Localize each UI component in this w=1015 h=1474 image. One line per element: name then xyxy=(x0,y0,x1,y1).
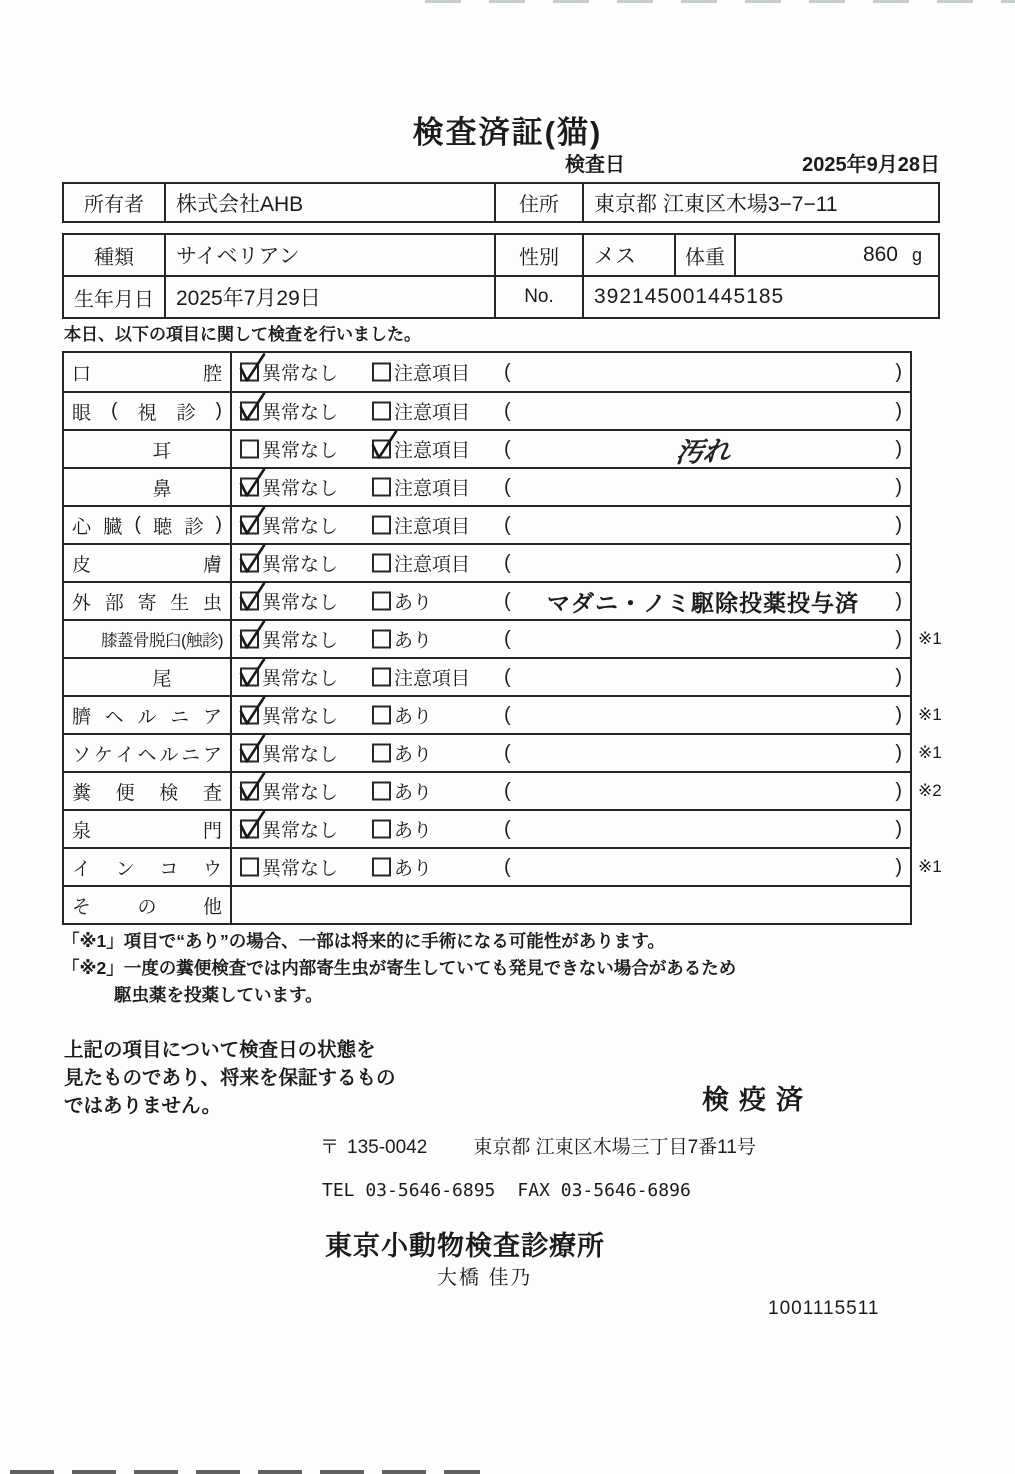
remarks-field xyxy=(504,735,902,771)
exam-item-label: ソ ケ イ ヘ ル ニ ア xyxy=(64,735,232,771)
weight-value: 860 xyxy=(862,243,898,266)
sex-label: 性別 xyxy=(496,235,584,275)
checkbox-box[interactable] xyxy=(372,630,391,649)
checkbox-label: 注意項目 xyxy=(394,554,471,576)
exam-row xyxy=(64,581,910,619)
paren-close: ) xyxy=(895,475,902,498)
exam-item-label: 臍 ヘ ル ニ ア xyxy=(64,697,232,733)
checkbox-box[interactable] xyxy=(372,363,391,382)
remarks-field xyxy=(504,583,902,619)
footnote-ref: ※2 xyxy=(918,781,942,800)
remark-text: マダニ・ノミ駆除投薬投与済 xyxy=(547,589,859,616)
animal-info-table xyxy=(62,233,940,319)
weight-label: 体重 xyxy=(676,235,736,275)
checkbox-no-abnormality[interactable] xyxy=(240,359,338,386)
exam-row-body xyxy=(232,431,910,467)
exam-row-body xyxy=(232,735,910,771)
exam-item-label: 眼 ( 視 診 ) xyxy=(64,393,232,429)
exam-row-body xyxy=(232,393,910,429)
breed-label: 種類 xyxy=(64,235,166,275)
owner-value: 株式会社AHB xyxy=(166,184,496,221)
exam-row-body xyxy=(232,811,910,847)
checkbox-label: 異常なし xyxy=(262,402,339,424)
checkbox-label: あり xyxy=(394,630,433,652)
exam-row-body xyxy=(232,697,910,733)
paren-open: ( xyxy=(504,855,511,878)
checkbox-box[interactable] xyxy=(372,858,391,877)
checkbox-box[interactable] xyxy=(240,744,259,763)
remarks-field xyxy=(504,659,902,695)
remarks-field xyxy=(504,773,902,809)
footnotes xyxy=(62,928,736,1009)
exam-row xyxy=(64,391,910,429)
checkbox-box[interactable] xyxy=(240,820,259,839)
remarks-field xyxy=(504,393,902,429)
exam-item-label: 糞 便 検 査 xyxy=(64,773,232,809)
exam-item-label: そ の 他 xyxy=(64,887,232,923)
checkbox-label: 注意項目 xyxy=(394,478,471,500)
checkbox-label: あり xyxy=(394,592,433,614)
checkbox-label: 注意項目 xyxy=(394,668,471,690)
page-title: 検査済証(猫) xyxy=(412,114,603,150)
exam-row xyxy=(64,885,910,923)
checkbox-label: 異常なし xyxy=(262,516,339,538)
exam-item-label: 膝蓋骨脱臼(触診) xyxy=(64,621,232,657)
checkbox-label: 異常なし xyxy=(262,554,339,576)
exam-row xyxy=(64,505,910,543)
paren-open: ( xyxy=(504,475,511,498)
paren-open: ( xyxy=(504,437,511,460)
exam-row-body xyxy=(232,773,910,809)
footnote-ref: ※1 xyxy=(918,743,942,762)
exam-row xyxy=(64,543,910,581)
clinic-name: 東京小動物検査診療所 xyxy=(325,1231,605,1261)
paren-close: ) xyxy=(895,589,902,612)
serial-number: 1001115511 xyxy=(768,1298,880,1319)
exam-row xyxy=(64,847,942,885)
checkbox-no-abnormality[interactable] xyxy=(240,626,338,653)
remarks-field xyxy=(504,469,902,505)
paren-open: ( xyxy=(504,703,511,726)
checkbox-label: 注意項目 xyxy=(394,402,471,424)
checkbox-present[interactable] xyxy=(372,854,432,881)
checkbox-box[interactable] xyxy=(372,440,391,459)
exam-row-body xyxy=(232,469,910,505)
checkbox-present[interactable] xyxy=(372,702,432,729)
checkbox-attention-item[interactable] xyxy=(372,550,470,577)
exam-item-label: 口 腔 xyxy=(64,353,232,391)
remarks-field xyxy=(504,545,902,581)
address-value: 東京都 江東区木場3−7−11 xyxy=(594,192,838,216)
paren-open: ( xyxy=(504,665,511,688)
checkbox-attention-item[interactable] xyxy=(372,398,470,425)
checkbox-box[interactable] xyxy=(240,440,259,459)
remarks-field xyxy=(504,507,902,543)
checkbox-no-abnormality[interactable] xyxy=(240,854,338,881)
footnote-1: 「※1」項目で“あり”の場合、一部は将来的に手術になる可能性があります。 xyxy=(62,931,665,951)
owner-label: 所有者 xyxy=(64,184,166,221)
remarks-field xyxy=(504,849,902,885)
examiner-name: 大橋 佳乃 xyxy=(437,1267,533,1289)
checkbox-attention-item[interactable] xyxy=(372,664,470,691)
checkbox-box[interactable] xyxy=(240,554,259,573)
checkbox-no-abnormality[interactable] xyxy=(240,398,338,425)
remarks-field xyxy=(504,431,902,467)
footnote-ref: ※1 xyxy=(918,705,942,724)
checkbox-label: 異常なし xyxy=(262,858,339,880)
checkbox-label: あり xyxy=(394,744,433,766)
exam-row xyxy=(64,771,942,809)
exam-row-body xyxy=(232,621,910,657)
checkbox-box[interactable] xyxy=(372,820,391,839)
birth-value: 2025年7月29日 xyxy=(166,277,496,317)
exam-row xyxy=(64,695,942,733)
exam-row-body xyxy=(232,353,910,391)
exam-row xyxy=(64,809,910,847)
exam-row-body xyxy=(232,659,910,695)
checkbox-no-abnormality[interactable] xyxy=(240,550,338,577)
postal-mark-icon: 〒 xyxy=(320,1137,340,1158)
no-label: No. xyxy=(496,277,584,317)
checkbox-box[interactable] xyxy=(372,478,391,497)
disclaimer-line-1: 上記の項目について検査日の状態を xyxy=(64,1039,376,1061)
remarks-field xyxy=(504,697,902,733)
remarks-field xyxy=(504,353,902,391)
inspection-date-value: 2025年9月28日 xyxy=(802,154,940,176)
checkbox-label: 異常なし xyxy=(262,440,339,462)
scan-artifact-top xyxy=(425,0,1015,3)
checkbox-no-abnormality[interactable] xyxy=(240,778,338,805)
paren-open: ( xyxy=(504,360,511,383)
checkbox-label: 異常なし xyxy=(262,363,339,385)
no-value: 392145001445185 xyxy=(594,285,785,308)
checkbox-label: 異常なし xyxy=(262,668,339,690)
checkbox-attention-item[interactable] xyxy=(372,436,470,463)
checkbox-no-abnormality[interactable] xyxy=(240,512,338,539)
clinic-postal-line xyxy=(320,1132,756,1159)
checkbox-box[interactable] xyxy=(240,630,259,649)
disclaimer-text xyxy=(64,1036,396,1120)
checkbox-no-abnormality[interactable] xyxy=(240,588,338,615)
clinic-address: 東京都 江東区木場三丁目7番11号 xyxy=(473,1137,756,1158)
paren-open: ( xyxy=(504,589,511,612)
checkbox-label: あり xyxy=(394,858,433,880)
checkbox-label: 異常なし xyxy=(262,630,339,652)
checkbox-no-abnormality[interactable] xyxy=(240,740,338,767)
footnote-ref: ※1 xyxy=(918,629,942,648)
checkbox-no-abnormality[interactable] xyxy=(240,664,338,691)
checkbox-label: 異常なし xyxy=(262,592,339,614)
exam-row xyxy=(64,657,910,695)
handwritten-remark: 汚れ xyxy=(674,435,732,468)
clinic-phone-line xyxy=(322,1180,691,1201)
checkbox-box[interactable] xyxy=(240,478,259,497)
paren-close: ) xyxy=(895,437,902,460)
checkbox-label: あり xyxy=(394,820,433,842)
checkbox-box[interactable] xyxy=(240,363,259,382)
exam-item-label: 鼻 xyxy=(64,469,232,505)
footnote-2-cont: 駆虫薬を投薬しています。 xyxy=(114,985,323,1005)
footnote-2: 「※2」一度の糞便検査では内部寄生虫が寄生していても発見できない場合があるため xyxy=(62,958,737,978)
checkbox-box[interactable] xyxy=(240,782,259,801)
remarks-field xyxy=(504,621,902,657)
paren-close: ) xyxy=(895,627,902,650)
paren-close: ) xyxy=(895,665,902,688)
owner-table xyxy=(62,182,940,223)
exam-row xyxy=(64,429,910,467)
exam-item-label: イ ン コ ウ xyxy=(64,849,232,885)
address-label: 住所 xyxy=(496,184,584,221)
checkbox-present[interactable] xyxy=(372,588,432,615)
paren-close: ) xyxy=(895,741,902,764)
intro-text: 本日、以下の項目に関して検査を行いました。 xyxy=(64,325,421,344)
exam-row xyxy=(64,467,910,505)
exam-item-label: 外 部 寄 生 虫 xyxy=(64,583,232,619)
checkbox-label: 注意項目 xyxy=(394,516,471,538)
paren-open: ( xyxy=(504,627,511,650)
checkbox-box[interactable] xyxy=(372,592,391,611)
checkbox-label: あり xyxy=(394,782,433,804)
exam-row xyxy=(64,619,942,657)
checkbox-label: 異常なし xyxy=(262,744,339,766)
exam-item-label: 泉 門 xyxy=(64,811,232,847)
weight-unit: g xyxy=(911,244,922,265)
paren-open: ( xyxy=(504,741,511,764)
checkbox-label: 注意項目 xyxy=(394,363,471,385)
quarantine-stamp: 検疫済 xyxy=(702,1085,813,1115)
checkbox-label: 注意項目 xyxy=(394,440,471,462)
paren-close: ) xyxy=(895,360,902,383)
clinic-tel: TEL 03-5646-6895 xyxy=(322,1180,496,1201)
checkbox-box[interactable] xyxy=(240,706,259,725)
checkbox-box[interactable] xyxy=(240,858,259,877)
footnote-ref: ※1 xyxy=(918,857,942,876)
exam-item-label: 耳 xyxy=(64,431,232,467)
checkbox-box[interactable] xyxy=(372,782,391,801)
disclaimer-line-3: ではありません。 xyxy=(64,1095,222,1117)
remarks-field xyxy=(504,811,902,847)
paren-close: ) xyxy=(895,513,902,536)
checkbox-attention-item[interactable] xyxy=(372,512,470,539)
paren-open: ( xyxy=(504,817,511,840)
exam-row-body xyxy=(232,887,910,923)
paren-close: ) xyxy=(895,551,902,574)
exam-item-label: 尾 xyxy=(64,659,232,695)
exam-row-body xyxy=(232,507,910,543)
checkbox-attention-item[interactable] xyxy=(372,359,470,386)
paren-open: ( xyxy=(504,551,511,574)
checkbox-box[interactable] xyxy=(240,516,259,535)
checkbox-box[interactable] xyxy=(372,402,391,421)
checkbox-box[interactable] xyxy=(372,516,391,535)
paren-close: ) xyxy=(895,399,902,422)
checkbox-no-abnormality[interactable] xyxy=(240,436,338,463)
checkbox-no-abnormality[interactable] xyxy=(240,474,338,501)
checkbox-label: あり xyxy=(394,706,433,728)
paren-close: ) xyxy=(895,855,902,878)
paren-open: ( xyxy=(504,399,511,422)
inspection-date-label: 検査日 xyxy=(565,154,625,176)
clinic-fax: FAX 03-5646-6896 xyxy=(517,1180,691,1201)
paren-close: ) xyxy=(895,779,902,802)
checkbox-label: 異常なし xyxy=(262,706,339,728)
exam-checklist-table xyxy=(62,351,942,925)
paren-close: ) xyxy=(895,703,902,726)
checkbox-present[interactable] xyxy=(372,740,432,767)
exam-row xyxy=(64,733,942,771)
checkbox-label: 異常なし xyxy=(262,820,339,842)
checkbox-box[interactable] xyxy=(372,668,391,687)
postal-code: 135-0042 xyxy=(347,1137,428,1158)
disclaimer-line-2: 見たものであり、将来を保証するもの xyxy=(64,1067,396,1089)
checkbox-box[interactable] xyxy=(240,668,259,687)
checkbox-box[interactable] xyxy=(372,554,391,573)
checkbox-label: 異常なし xyxy=(262,782,339,804)
breed-value: サイベリアン xyxy=(166,235,496,275)
exam-row-body xyxy=(232,849,910,885)
checkbox-no-abnormality[interactable] xyxy=(240,816,338,843)
checkbox-box[interactable] xyxy=(240,402,259,421)
exam-item-label: 心 臓 ( 聴 診 ) xyxy=(64,507,232,543)
checkbox-attention-item[interactable] xyxy=(372,474,470,501)
checkbox-present[interactable] xyxy=(372,626,432,653)
sex-value: メス xyxy=(584,235,676,275)
paren-open: ( xyxy=(504,513,511,536)
checkbox-label: 異常なし xyxy=(262,478,339,500)
birth-label: 生年月日 xyxy=(64,277,166,317)
checkbox-box[interactable] xyxy=(240,592,259,611)
paren-close: ) xyxy=(895,817,902,840)
checkbox-present[interactable] xyxy=(372,778,432,805)
checkbox-box[interactable] xyxy=(372,706,391,725)
scan-artifact-bottom xyxy=(10,1470,480,1474)
exam-row xyxy=(64,353,910,391)
exam-row-body xyxy=(232,583,910,619)
exam-row-body xyxy=(232,545,910,581)
checkbox-present[interactable] xyxy=(372,816,432,843)
checkbox-box[interactable] xyxy=(372,744,391,763)
checkbox-no-abnormality[interactable] xyxy=(240,702,338,729)
paren-open: ( xyxy=(504,779,511,802)
exam-item-label: 皮 膚 xyxy=(64,545,232,581)
